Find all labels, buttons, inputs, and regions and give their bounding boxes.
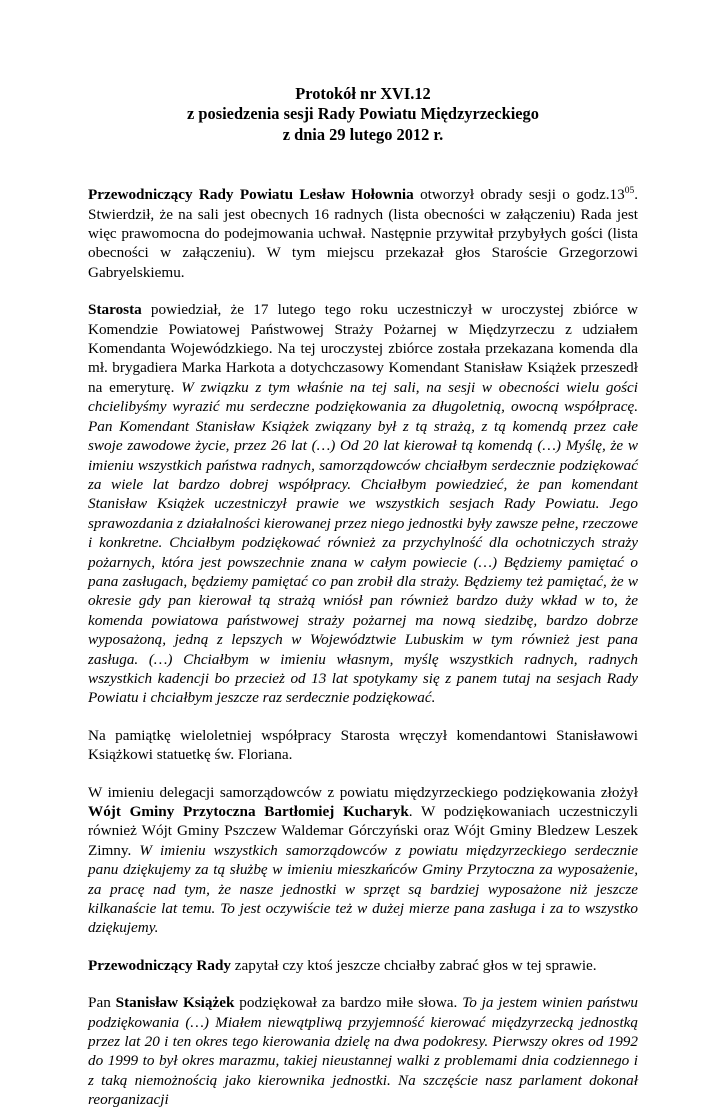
- paragraph-opening: [88, 185, 638, 282]
- ksiazek-quote: To ja jestem winien państwu podziękowania (…) Miałem niewątpliwą przyjemność kierować międzyrzecką jednostką przez lat 20 i ten okres tego kierowania dzielę na dwa podokresy. Pierwszy okres od 1992 do 1999 to był okres marazmu, takiej nieustannej walki z problemami dnia codziennego i z taką niemożnością jako kierownika jednostki. Na szczęście nasz parlament dokonał reorganizacji: [88, 994, 639, 1109]
- opening-time-minutes: 05: [624, 186, 635, 197]
- title-line-1: Protokół nr XVI.12: [295, 84, 431, 103]
- speaker-starosta: Starosta: [88, 301, 142, 319]
- speaker-chairman-short: Przewodniczący Rady: [88, 956, 231, 974]
- paragraph-statuette: [88, 726, 638, 765]
- delegation-text-b: . W podziękowaniach uczestniczyli również Wójt Gminy Pszczew Waldemar Górczyński oraz Wójt Gminy Bledzew Leszek Zimny.: [88, 803, 639, 859]
- question-text: zapytał czy ktoś jeszcze chciałby zabrać głos w tej sprawie.: [230, 956, 597, 974]
- opening-text-b: . Stwierdził, że na sali jest obecnych 16 radnych (lista obecności w załączeniu) Rada jest więc prawomocna do podejmowania uchwał. Następnie przywitał przybyłych gości (lista obecności w załączeniu). W tym miejscu przekazał głos Staroście Grzegorzowi Gabryelskiemu.: [88, 186, 639, 281]
- paragraph-chairman-question: [88, 956, 638, 975]
- ksiazek-text-a: Pan: [88, 994, 116, 1012]
- opening-text-a: otworzył obrady sesji o godz.13: [413, 186, 625, 204]
- speaker-ksiazek: Stanisław Książek: [115, 994, 235, 1012]
- ksiazek-text-b: podziękował za bardzo miłe słowa.: [234, 994, 463, 1012]
- starosta-text: powiedział, że 17 lutego tego roku uczestniczył w uroczystej zbiórce w Komendzie Powiatowej Państwowej Straży Pożarnej w Międzyrzeczu z udziałem Komendanta Wojewódzkiego. Na tej uroczystej zbiórce została przekazana komenda dla mł. brygadiera Marka Harkota a dotychczasowy Komendant Stanisław Książek przeszedł na emeryturę.: [88, 301, 638, 396]
- delegation-text-a: W imieniu delegacji samorządowców z powiatu międzyrzeckiego podziękowania złożył: [88, 783, 638, 801]
- title-line-3: z dnia 29 lutego 2012 r.: [282, 124, 444, 144]
- paragraph-delegation: [88, 783, 638, 938]
- document-title: [88, 84, 638, 145]
- starosta-quote: W związku z tym właśnie na tej sali, na sesji w obecności wielu gości chcielibyśmy wyrazić mu serdeczne podziękowania za długoletnią, owocną współpracę. Pan Komendant Stanisław Książek związany był z tą strażą, z tą komendą przez całe swoje zawodowe życie, przez 26 lat (…) Od 20 lat kierował tą komendą (…) Myślę, że w imieniu wszystkich państwa radnych, samorządowców chciałbym serdecznie podziękować za wiele lat bardzo dobrej współpracy. Chciałbym powiedzieć, że pan komendant Stanisław Książek uczestniczył prawie we wszystkich sesjach Rady Powiatu. Jego sprawozdania z działalności kierowanej przez niego jednostki były zawsze pełne, rzeczowe i konkretne. Chciałbym podziękować również za przychylność dla ochotniczych straży pożarnych, która jest powszechnie znana w całym powiecie (…) Będziemy pamiętać o pana zasługach, będziemy pamiętać co pan zrobił dla straży. Będziemy też pamiętać, że w okresie gdy pan kierował tą strażą wniósł pan również bardzo duży wkład w to, że komenda powiatowa państwowej straży pożarnej ma nową siedzibę, bardzo dobrze wyposażoną, jedną z lepszych w Województwie Lubuskim w tym również jest pana zasługa. (…) Chciałbym w imieniu własnym, myślę wszystkich radnych, radnych wszystkich kadencji bo przecież od 13 lat spotykamy się z panem tutaj na sesjach Rady Powiatu i chciałbym jeszcze raz serdecznie podziękować.: [88, 378, 638, 707]
- speaker-wojt: Wójt Gminy Przytoczna Bartłomiej Kucharyk: [88, 803, 409, 820]
- speaker-chairman: Przewodniczący Rady Powiatu Lesław Hołownia: [88, 186, 414, 204]
- statuette-text: Na pamiątkę wieloletniej współpracy Starosta wręczył komendantowi Stanisławowi Książkowi statuetkę św. Floriana.: [88, 726, 638, 764]
- title-line-2: z posiedzenia sesji Rady Powiatu Międzyrzeckiego: [187, 104, 539, 124]
- paragraph-ksiazek: [88, 993, 638, 1109]
- paragraph-starosta: [88, 300, 638, 708]
- delegation-quote: W imieniu wszystkich samorządowców z powiatu międzyrzeckiego serdecznie panu dziękujemy za tą służbę w imieniu mieszkańców Gminy Przytoczna za wyposażenie, za pracę nad tym, że nasze jednostki w sprzęt są bardziej wyposażone niż jeszcze kilkanaście lat temu. To jest oczywiście też w dużej mierze pana zasługa i za to wszystko dziękujemy.: [88, 841, 639, 937]
